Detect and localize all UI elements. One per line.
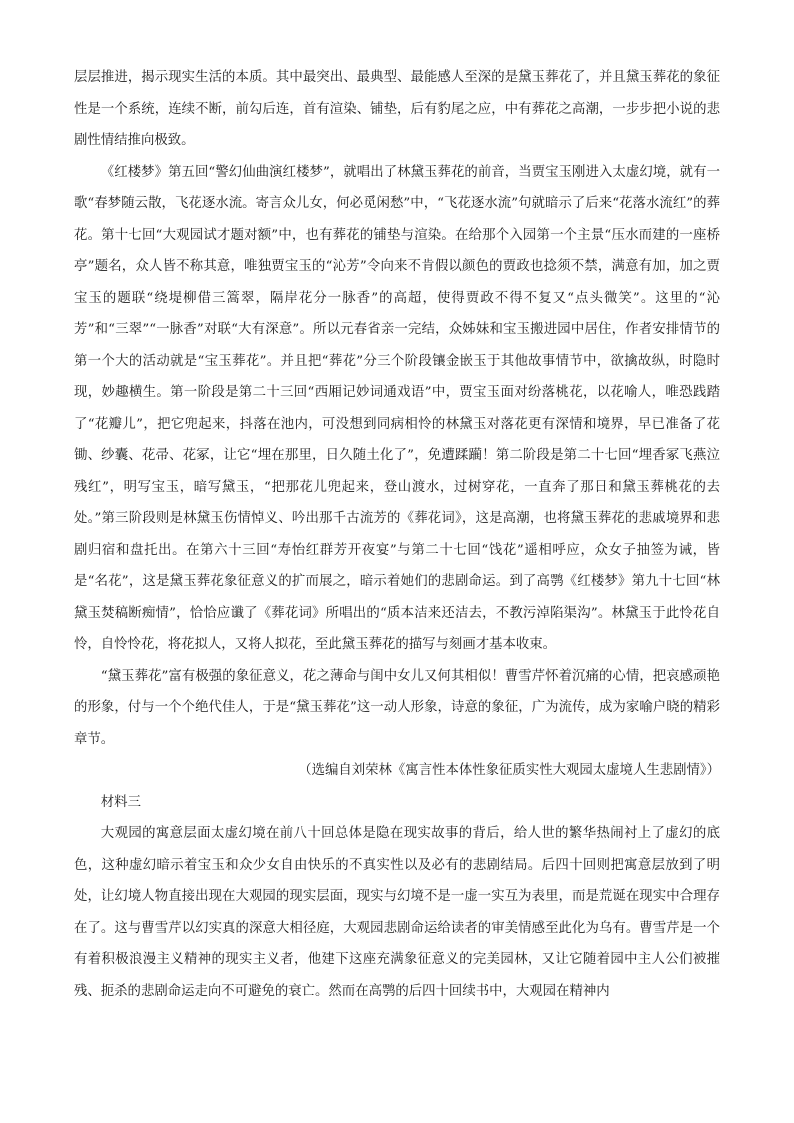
paragraph-2: 《红楼梦》第五回“警幻仙曲演红楼梦”，就唱出了林黛玉葬花的前音，当贾宝玉刚进入太虚幻境，就有一歌“春梦随云散，飞花逐水流。寄言众儿女，何必觅闲愁”中，“飞花逐水流”句就暗示了后来“花落水流红”的葬花。第十七回“大观园试才题对额”中，也有葬花的铺垫与渲染。在给那个入园第一个主景“压水而建的一座桥亭”题名，众人皆不称其意，唯独贾宝玉的“沁芳”令向来不肯假以颜色的贾政也捻须不禁，满意有加，加之贾宝玉的题联“绕堤柳借三篙翠，隔岸花分一脉香”的高超，使得贾政不得不复又“点头微笑”。这里的“沁芳”和“三翠”“一脉香”对联“大有深意”。所以元春省亲一完结，众姊妹和宝玉搬进园中居住，作者安排情节的第一个大的活动就是“宝玉葬花”。并且把“葬花”分三个阶段镶金嵌玉于其他故事情节中，欲擒故纵，时隐时现，妙趣横生。第一阶段是第二十三回“西厢记妙词通戏语”中，贾宝玉面对纷落桃花，以花喻人，唯恐践踏了“花瓣儿”，把它兜起来，抖落在池内，可没想到同病相怜的林黛玉对落花更有深情和境界，早已准备了花锄、纱囊、花帚、花冢，让它“埋在那里，日久随土化了”，免遭蹂躏！第二阶段是第二十七回“埋香冢飞燕泣残红”，明写宝玉，暗写黛玉，“把那花儿兜起来，登山渡水，过树穿花，一直奔了那日和黛玉葬桃花的去处。”第三阶段则是林黛玉伤情悼义、吟出那千古流芳的《葬花词》，这是高潮，也将黛玉葬花的悲戚境界和悲剧归宿和盘托出。在第六十三回“寿怡红群芳开夜宴”与第二十七回“饯花”遥相呼应，众女子抽签为诫，皆是“名花”，这是黛玉葬花象征意义的扩而展之，暗示着她们的悲剧命运。到了高鹗《红楼梦》第九十七回“林黛玉焚稿断痴情”，恰恰应谶了《葬花词》所唱出的“质本洁来还洁去，不教污淖陷渠沟”。林黛玉于此怜花自怜，自怜怜花，将花拟人，又将人拟花，至此黛玉葬花的描写与刻画才基本收束。	[74, 164, 720, 652]
section-label: 材料三	[100, 794, 141, 810]
document-body	[74, 62, 720, 1007]
paragraph-1: 层层推进，揭示现实生活的本质。其中最突出、最典型、最能感人至深的是黛玉葬花了，并且黛玉葬花的象征性是一个系统，连续不断，前勾后连，首有渲染、铺垫，后有豹尾之应，中有葬花之高潮，一步步把小说的悲剧性情结推向极致。	[74, 70, 720, 148]
paragraph-4: 大观园的寓意层面太虚幻境在前八十回总体是隐在现实故事的背后，给人世的繁华热闹衬上了虚幻的底色，这种虚幻暗示着宝玉和众少女自由快乐的不真实性以及必有的悲剧结局。后四十回则把寓意层放到了明处，让幻境人物直接出现在大观园的现实层面，现实与幻境不是一虚一实互为表里，而是荒诞在现实中合理存在了。这与曹雪芹以幻实真的深意大相径庭，大观园悲剧命运给读者的审美情感至此化为乌有。曹雪芹是一个有着积极浪漫主义精神的现实主义者，他建下这座充满象征意义的完美园林，又让它随着园中主人公们被摧残、扼杀的悲剧命运走向不可避免的衰亡。然而在高鹗的后四十回续书中，大观园在精神内	[74, 826, 720, 999]
source-citation: （选编自刘荣林《寓言性本体性象征质实性大观园太虚境人生悲剧情》）	[298, 763, 720, 778]
paragraph-3: “黛玉葬花”富有极强的象征意义，花之薄命与闺中女儿又何其相似！曹雪芹怀着沉痛的心情，把哀感顽艳的形象，付与一个个绝代佳人，于是“黛玉葬花”这一动人形象，诗意的象征，广为流传，成为家喻户晓的精彩章节。	[74, 668, 720, 747]
